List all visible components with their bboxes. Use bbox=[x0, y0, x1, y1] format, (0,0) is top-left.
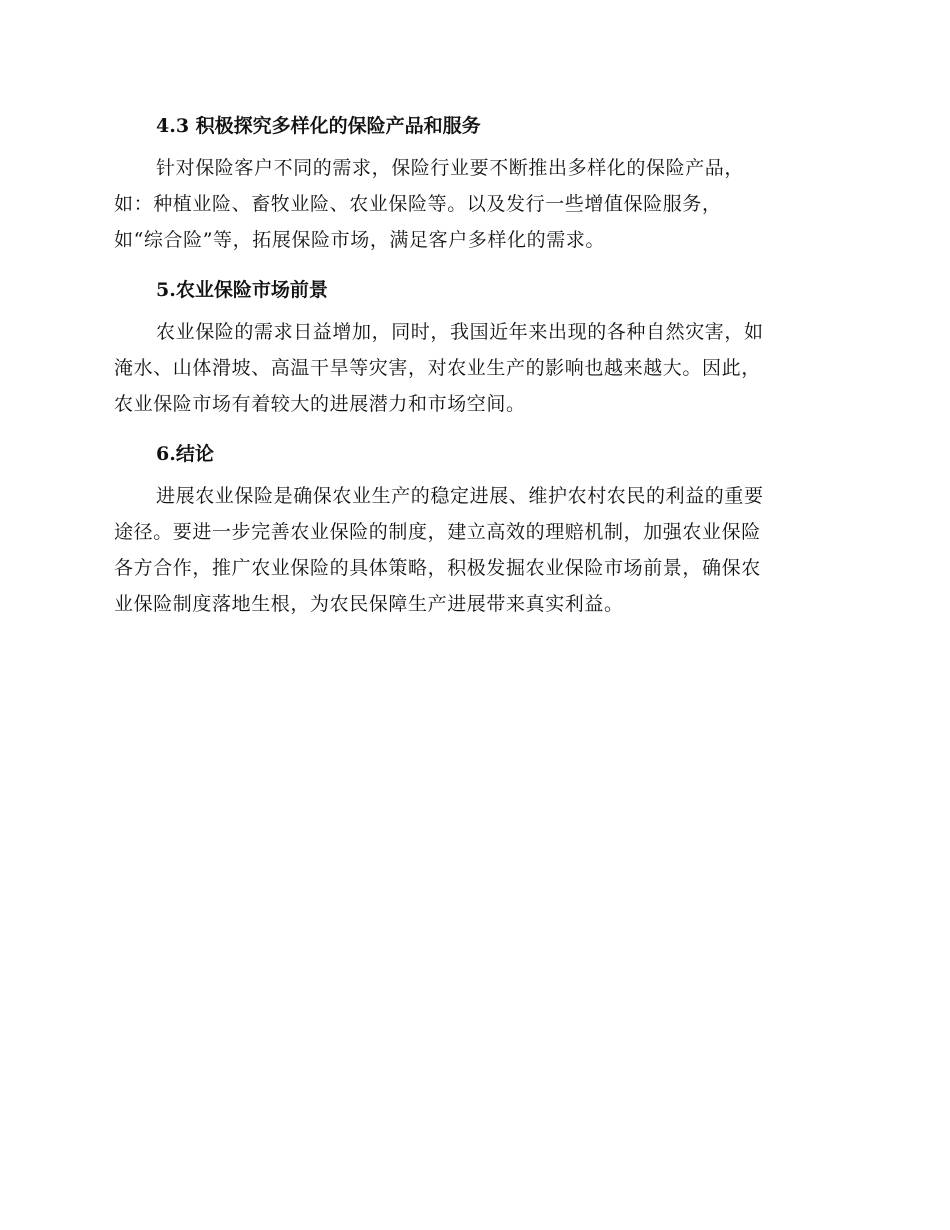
document-body bbox=[114, 108, 834, 636]
paragraph-line: 进展农业保险是确保农业生产的稳定进展、维护农村农民的利益的重要 bbox=[156, 485, 764, 507]
paragraph-line: 如：种植业险、畜牧业险、农业保险等。以及发行一些增值保险服务， bbox=[114, 193, 722, 215]
paragraph-line: 各方合作，推广农业保险的具体策略，积极发掘农业保险市场前景，确保农 bbox=[114, 557, 761, 579]
paragraph-line: 途径。要进一步完善农业保险的制度，建立高效的理赔机制，加强农业保险 bbox=[114, 521, 761, 543]
paragraph-line: 针对保险客户不同的需求，保险行业要不断推出多样化的保险产品， bbox=[156, 157, 745, 179]
paragraph-line: 淹水、山体滑坡、高温干旱等灾害，对农业生产的影响也越来越大。因此， bbox=[114, 357, 761, 379]
section-4-3-paragraph bbox=[114, 150, 834, 258]
paragraph-line: 农业保险市场有着较大的进展潜力和市场空间。 bbox=[114, 393, 526, 415]
paragraph-line: 农业保险的需求日益增加，同时，我国近年来出现的各种自然灾害，如 bbox=[156, 321, 764, 343]
section-heading-4-3: 4.3 积极探究多样化的保险产品和服务 bbox=[156, 115, 481, 137]
section-5-paragraph bbox=[114, 314, 834, 422]
section-6-paragraph bbox=[114, 478, 834, 622]
section-heading-6: 6.结论 bbox=[156, 443, 214, 465]
paragraph-line: 如“综合险”等，拓展保险市场，满足客户多样化的需求。 bbox=[114, 229, 606, 251]
section-heading-5: 5.农业保险市场前景 bbox=[156, 279, 328, 301]
paragraph-line: 业保险制度落地生根，为农民保障生产进展带来真实利益。 bbox=[114, 593, 624, 615]
